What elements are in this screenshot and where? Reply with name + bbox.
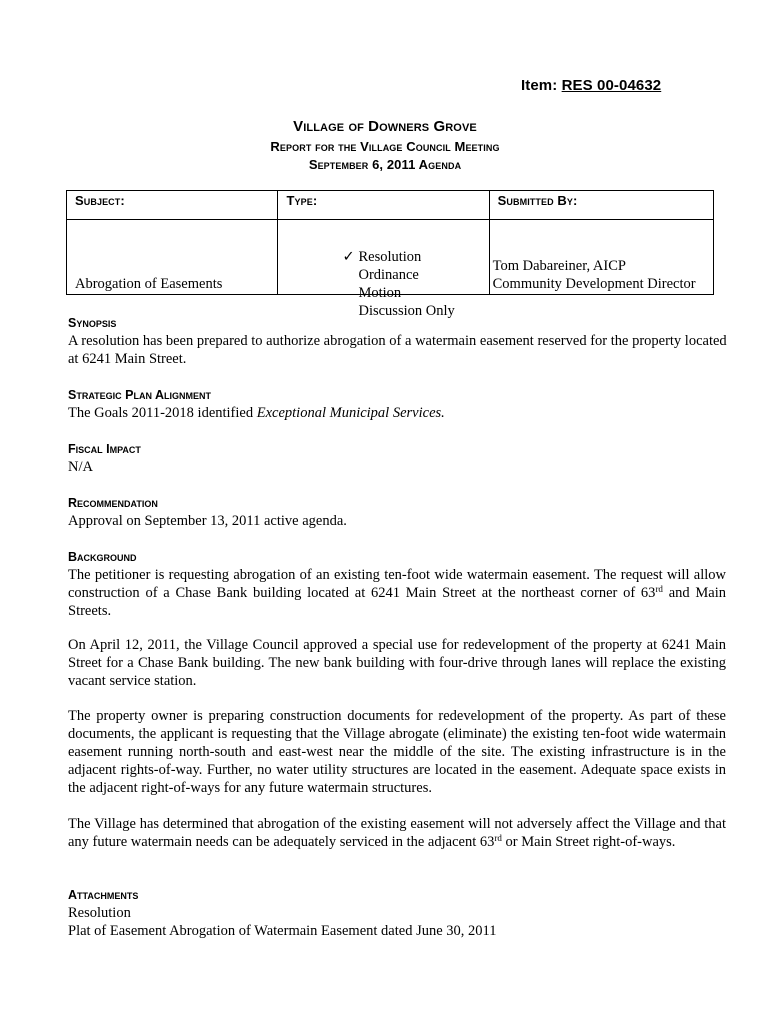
village-title: Village of Downers Grove <box>293 118 477 135</box>
fiscal-text: N/A <box>68 459 93 475</box>
superscript-rd-2: rd <box>494 833 502 843</box>
report-title: Report for the Village Council Meeting <box>270 139 500 154</box>
subject-cell <box>67 220 278 295</box>
check-icon: ✓ <box>342 249 355 265</box>
synopsis-heading: Synopsis <box>68 316 117 330</box>
recommendation-text: Approval on September 13, 2011 active agenda. <box>68 513 347 529</box>
table-body-row <box>67 220 714 295</box>
submitted-name: Tom Dabareiner, AICP <box>492 258 626 274</box>
synopsis-text: A resolution has been prepared to authorize abrogation of a watermain easement reserved for the property located at 6241 Main Street. <box>68 333 727 367</box>
synopsis-section <box>68 314 728 368</box>
strategic-section <box>68 386 728 422</box>
recommendation-section <box>68 494 728 530</box>
type-resolution: Resolution <box>358 249 422 265</box>
superscript-rd: rd <box>655 584 663 594</box>
submitted-title: Community Development Director <box>492 276 696 292</box>
fiscal-section <box>68 440 728 476</box>
table-header-row <box>67 191 714 220</box>
background-paragraph-4: The Village has determined that abrogation of the existing easement will not adversely affect the Village and that any future watermain needs can be adequately serviced in the adjacent 63rd or Main Street right-of-ways. <box>68 816 726 850</box>
type-motion: Motion <box>358 285 402 301</box>
strategic-heading: Strategic Plan Alignment <box>68 388 212 402</box>
strategic-italic: Exceptional Municipal Services. <box>256 405 445 421</box>
recommendation-heading: Recommendation <box>68 496 158 510</box>
attachment-item: Resolution <box>68 905 131 921</box>
subject-header: Subject: <box>67 191 278 220</box>
subject-value: Abrogation of Easements <box>75 276 223 292</box>
fiscal-heading: Fiscal Impact <box>68 442 141 456</box>
type-ordinance: Ordinance <box>358 267 419 283</box>
submitted-header: Submitted By: <box>489 191 713 220</box>
agenda-date: September 6, 2011 Agenda <box>308 157 462 172</box>
submitted-cell <box>489 220 713 295</box>
background-heading: Background <box>68 550 137 564</box>
type-header: Type: <box>278 191 489 220</box>
submitted-by <box>493 257 696 293</box>
type-discussion: Discussion Only <box>358 303 455 319</box>
attachments-section <box>68 886 728 940</box>
strategic-text: The Goals 2011-2018 identified <box>68 405 257 421</box>
background-paragraph-1: The petitioner is requesting abrogation of an existing ten-foot wide watermain easement. The request will allow construction of a Chase Bank building located at 6241 Main Street at the northeast corner of 63rd and Main Streets. <box>68 567 727 619</box>
attachment-item: Plat of Easement Abrogation of Watermain Easement dated June 30, 2011 <box>68 923 497 939</box>
info-table <box>66 190 714 319</box>
item-number <box>521 77 661 94</box>
background-paragraph-2: On April 12, 2011, the Village Council approved a special use for redevelopment of the property at 6241 Main Street for a Chase Bank building. The new bank building with four-drive through lanes will replace the existing vacant service station. <box>68 637 726 689</box>
type-cell <box>278 220 489 319</box>
type-list <box>342 248 455 320</box>
item-label: Item: <box>521 77 558 94</box>
item-value: RES 00-04632 <box>561 77 662 94</box>
background-heading-wrap <box>68 548 728 566</box>
background-paragraph-3: The property owner is preparing construction documents for redevelopment of the property. As part of these documents, the applicant is requesting that the Village abrogate (eliminate) the existing ten-foot wide watermain easement running north-south and east-west near the middle of the site. The existing infrastructure is in the adjacent rights-of-way. Further, no water utility structures are located in the easement. Adequate space exists in the adjacent right-of-ways for any future watermain structures. <box>68 708 726 796</box>
attachments-heading: Attachments <box>68 888 139 902</box>
